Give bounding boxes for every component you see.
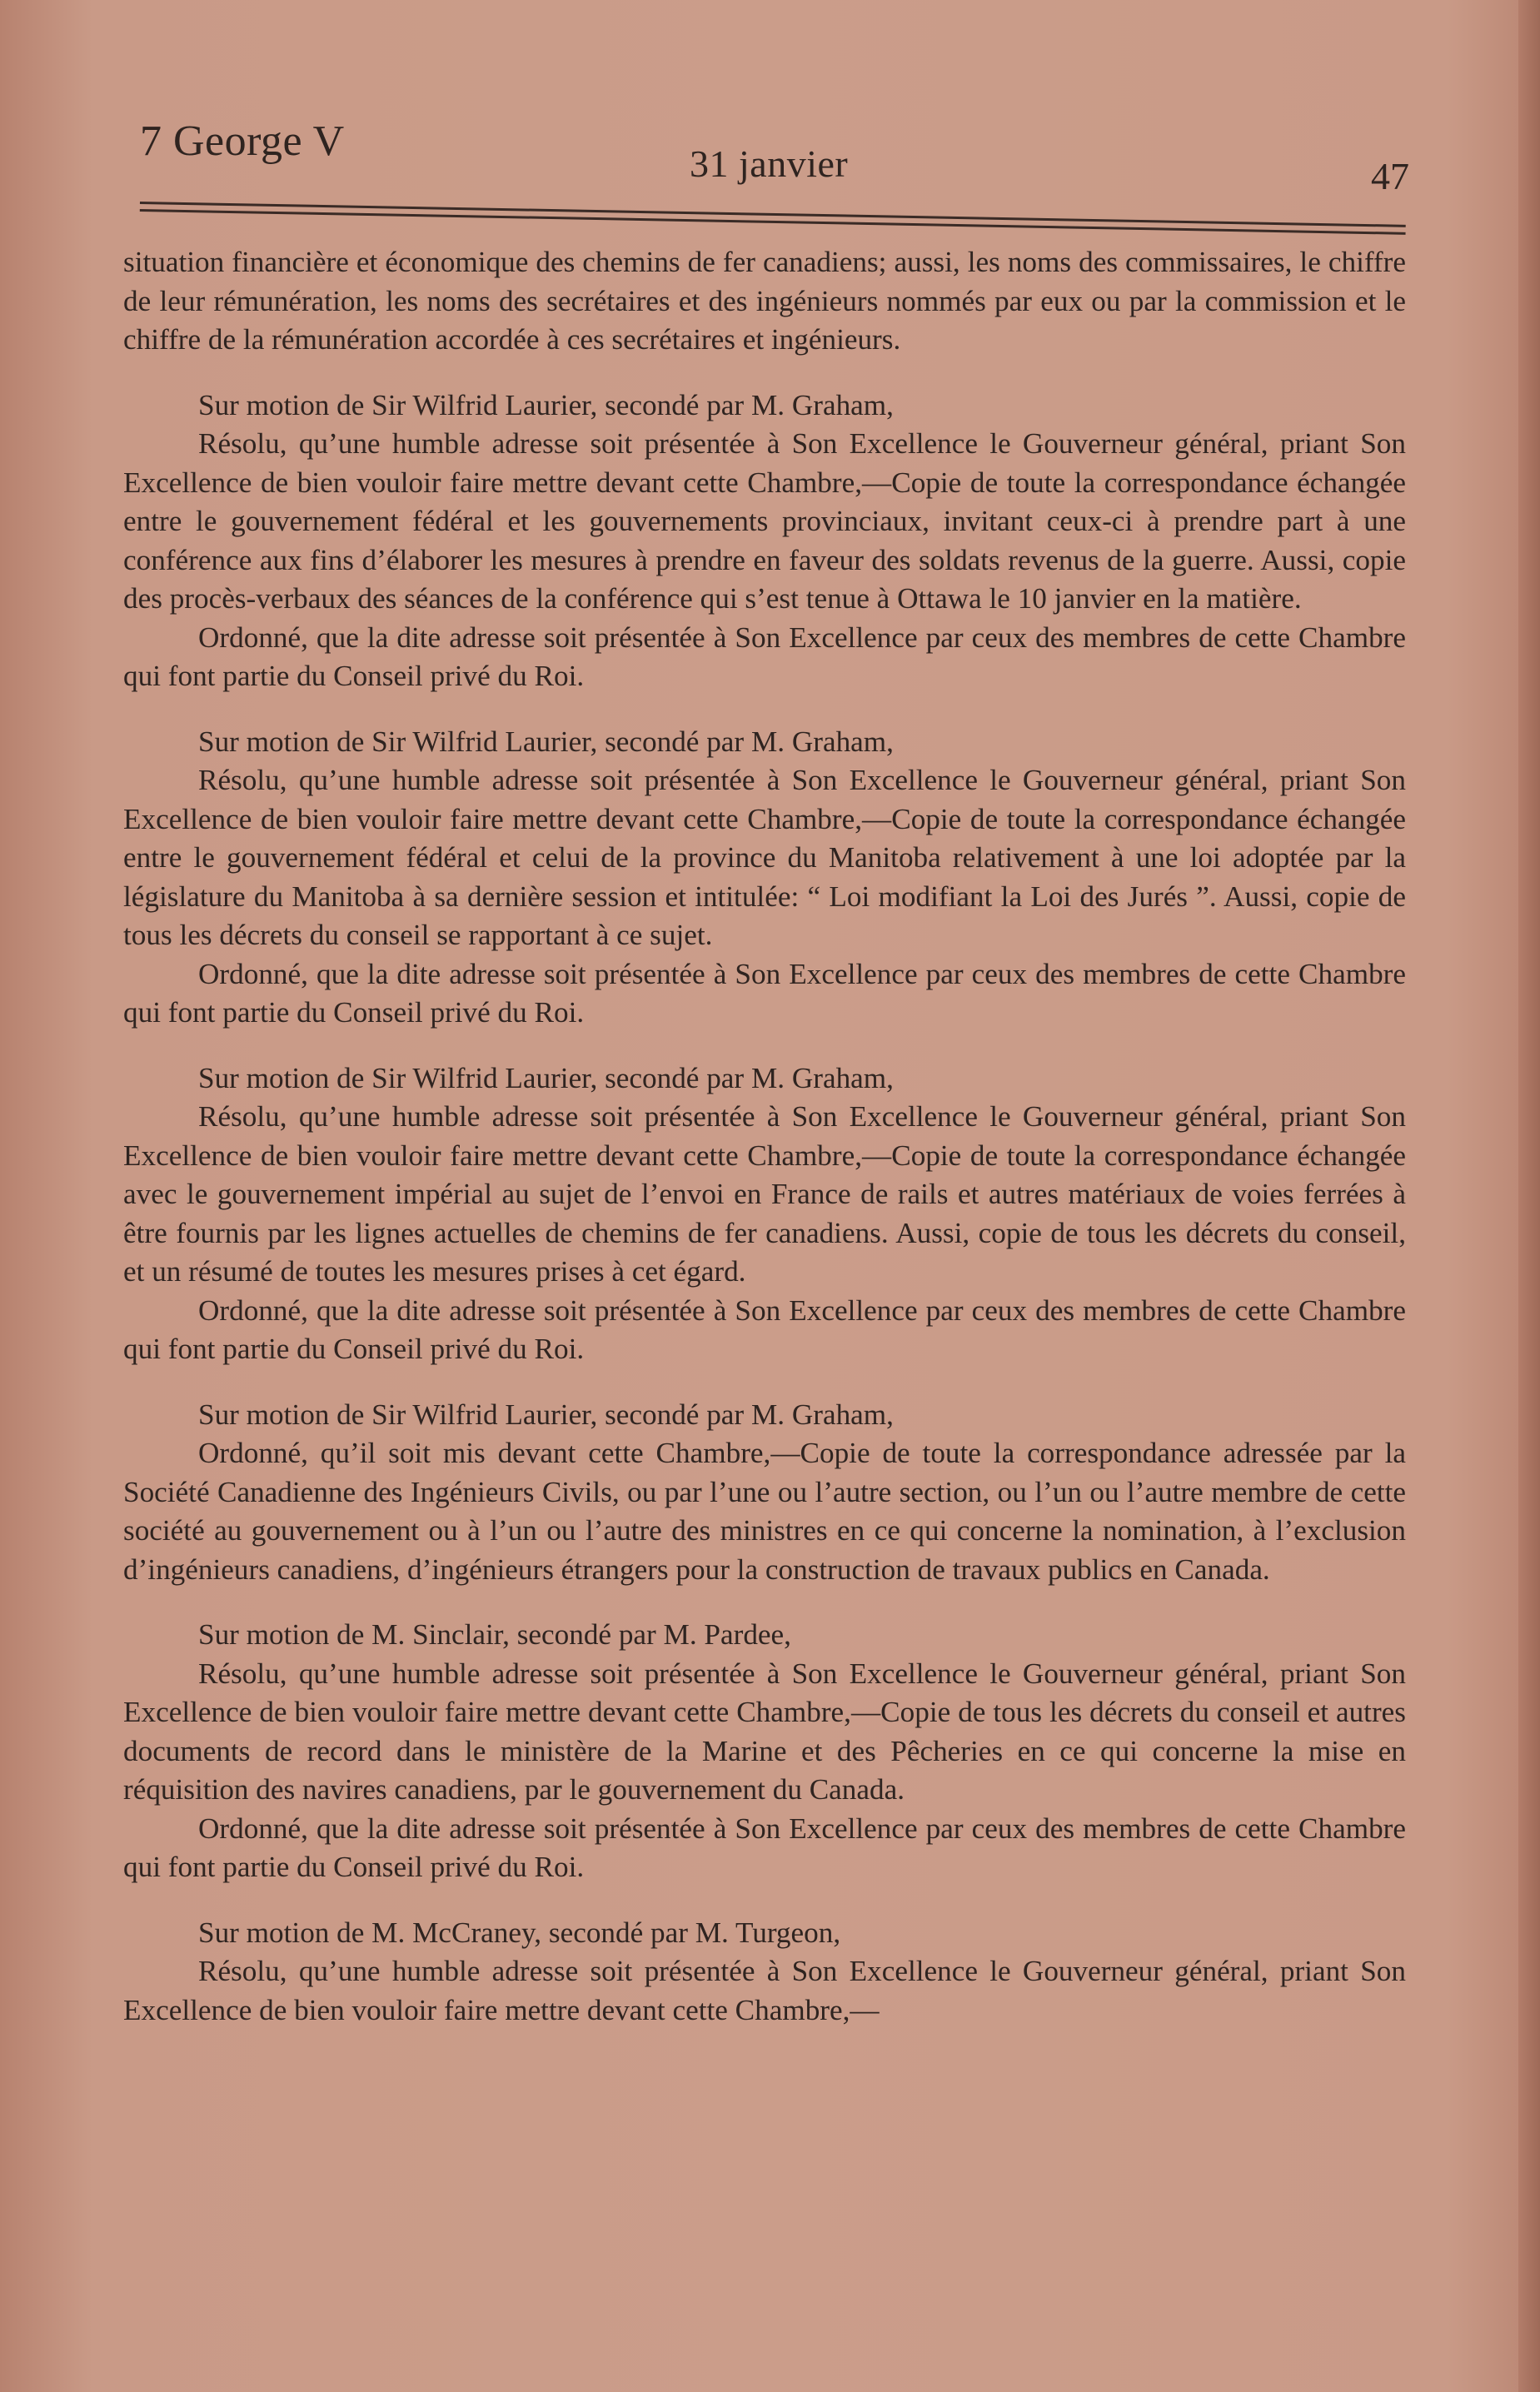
order-paragraph: Ordonné, que la dite adresse soit présentée à Son Excellence par ceux des membres de cette Chambre qui font partie du Conseil privé du Roi. xyxy=(123,1811,1406,1883)
page-header xyxy=(140,117,1409,197)
resolution-paragraph: Résolu, qu’une humble adresse soit présentée à Son Excellence le Gouverneur général, priant Son Excellence de bien vouloir faire mettre devant cette Chambre,—Copie de toute la correspondance échangée entre le gouvernement fédéral et les gouvernements provinciaux, invitant ceux-ci à prendre part à une conférence aux fins d’élaborer les mesures à prendre en faveur des soldats revenus de la guerre. Aussi, copie des procès-verbaux des séances de la conférence qui s’est tenue à Ottawa le 10 janvier en la matière. xyxy=(123,427,1406,615)
order-paragraph: Ordonné, que la dite adresse soit présentée à Son Excellence par ceux des membres de cette Chambre qui font partie du Conseil privé du Roi. xyxy=(123,1293,1406,1365)
order-paragraph: Ordonné, qu’il soit mis devant cette Chambre,—Copie de toute la correspondance adressée par la Société Canadienne des Ingénieurs Civils, ou par l’une ou l’autre section, ou l’un ou l’autre membre de cette société au gouvernement ou à l’un ou l’autre des ministres en ce qui concerne la nomination, à l’exclusion d’ingénieurs canadiens, d’ingénieurs étrangers pour la construction de travaux publics en Canada. xyxy=(123,1437,1406,1586)
header-date: 31 janvier xyxy=(690,142,849,185)
resolution-paragraph: Résolu, qu’une humble adresse soit présentée à Son Excellence le Gouverneur général, priant Son Excellence de bien vouloir faire mettre devant cette Chambre,—Copie de tous les décrets du conseil et autres documents de record dans le ministère de la Marine et des Pêcheries en ce qui concerne la mise en réquisition des navires canadiens, par le gouvernement du Canada. xyxy=(123,1657,1406,1806)
motion-line: Sur motion de Sir Wilfrid Laurier, secondé par M. Graham, xyxy=(198,1398,894,1431)
page-edge xyxy=(1518,0,1540,2392)
order-paragraph: Ordonné, que la dite adresse soit présentée à Son Excellence par ceux des membres de cette Chambre qui font partie du Conseil privé du Roi. xyxy=(123,620,1406,692)
body-text xyxy=(123,243,1406,2030)
page-number: 47 xyxy=(1371,155,1409,197)
paragraph-continuation: situation financière et économique des chemins de fer canadiens; aussi, les noms des commissaires, le chiffre de leur rémunération, les noms des secrétaires et des ingénieurs nommés par eux ou par la commission et le chiffre de la rémunération accordée à ces secrétaires et ingénieurs. xyxy=(123,246,1406,356)
header-regnal-year: 7 George V xyxy=(140,117,345,165)
motion-line: Sur motion de Sir Wilfrid Laurier, secondé par M. Graham, xyxy=(198,725,894,758)
resolution-paragraph: Résolu, qu’une humble adresse soit présentée à Son Excellence le Gouverneur général, priant Son Excellence de bien vouloir faire mettre devant cette Chambre,— xyxy=(123,1955,1406,2026)
order-paragraph: Ordonné, que la dite adresse soit présentée à Son Excellence par ceux des membres de cette Chambre qui font partie du Conseil privé du Roi. xyxy=(123,957,1406,1029)
motion-line: Sur motion de M. Sinclair, secondé par M. Pardee, xyxy=(198,1618,791,1651)
motion-line: Sur motion de M. McCraney, secondé par M. Turgeon, xyxy=(198,1916,841,1949)
header-double-rule xyxy=(140,202,1406,235)
motion-line: Sur motion de Sir Wilfrid Laurier, secondé par M. Graham, xyxy=(198,1061,894,1094)
resolution-paragraph: Résolu, qu’une humble adresse soit présentée à Son Excellence le Gouverneur général, priant Son Excellence de bien vouloir faire mettre devant cette Chambre,—Copie de toute la correspondance échangée avec le gouvernement impérial au sujet de l’envoi en France de rails et autres matériaux de voies ferrées à être fournis par les lignes actuelles de chemins de fer canadiens. Aussi, copie de tous les décrets du conseil, et un résumé de toutes les mesures prises à cet égard. xyxy=(123,1100,1406,1288)
motion-line: Sur motion de Sir Wilfrid Laurier, secondé par M. Graham, xyxy=(198,388,894,421)
resolution-paragraph: Résolu, qu’une humble adresse soit présentée à Son Excellence le Gouverneur général, priant Son Excellence de bien vouloir faire mettre devant cette Chambre,—Copie de toute la correspondance échangée entre le gouvernement fédéral et celui de la province du Manitoba relativement à une loi adoptée par la législature du Manitoba à sa dernière session et intitulée: “ Loi modifiant la Loi des Jurés ”. Aussi, copie de tous les décrets du conseil se rapportant à ce sujet. xyxy=(123,764,1406,951)
